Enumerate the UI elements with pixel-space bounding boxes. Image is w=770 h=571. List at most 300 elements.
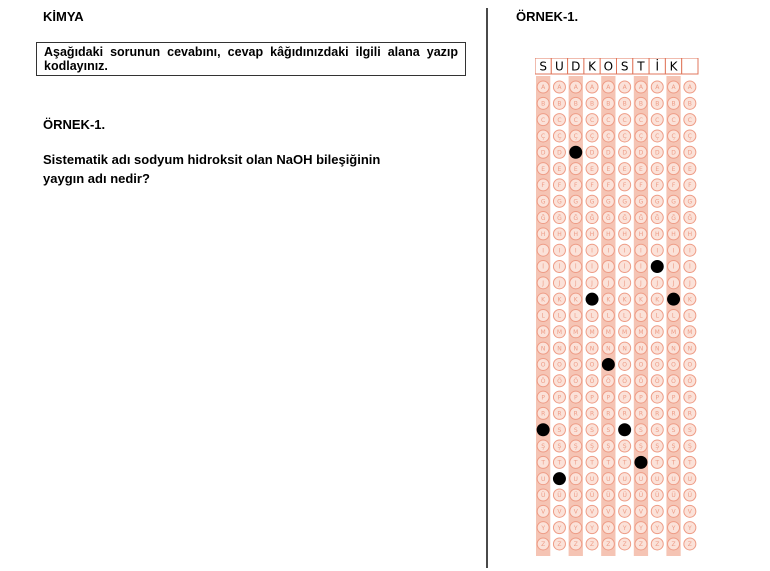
bubble-letter: J — [672, 280, 675, 288]
bubble-letter: İ — [558, 263, 561, 271]
bubble-letter: C — [687, 116, 692, 124]
bubble-filled[interactable] — [635, 456, 647, 468]
written-letter: K — [669, 59, 678, 74]
instruction-box: Aşağıdaki sorunun cevabını, cevap kâğıdınızdaki ilgili alana yazıp kodlayınız. — [36, 42, 466, 76]
bubble-letter: F — [639, 182, 643, 190]
bubble-letter: İ — [672, 263, 675, 271]
bubble-letter: H — [622, 231, 627, 239]
bubble-letter: U — [540, 475, 546, 483]
bubble-letter: O — [638, 361, 644, 369]
bubble-letter: T — [606, 459, 611, 467]
bubble-letter: I — [672, 247, 675, 255]
bubble-letter: J — [591, 280, 593, 288]
bubble-letter: I — [688, 247, 691, 255]
bubble-letter: Ü — [589, 492, 595, 500]
bubble-letter: İ — [607, 263, 610, 271]
bubble-letter: H — [589, 231, 595, 239]
bubble-letter: G — [671, 198, 676, 206]
bubble-letter: H — [606, 231, 611, 239]
bubble-letter: R — [671, 410, 676, 418]
bubble-letter: H — [687, 231, 693, 239]
subject-title: KİMYA — [43, 9, 84, 24]
bubble-letter: K — [606, 296, 611, 304]
bubble-letter: R — [589, 410, 595, 418]
bubble-letter: R — [541, 410, 546, 418]
bubble-letter: U — [622, 475, 627, 483]
bubble-letter: Ö — [605, 377, 611, 385]
bubble-letter: G — [589, 198, 595, 206]
bubble-letter: S — [573, 426, 578, 434]
bubble-letter: V — [573, 508, 578, 516]
bubble-letter: Ü — [557, 492, 562, 500]
bubble-letter: V — [589, 508, 595, 516]
bubble-letter: Z — [573, 541, 578, 549]
bubble-letter: Ü — [638, 492, 644, 500]
question-text — [43, 150, 453, 188]
bubble-letter: F — [606, 182, 611, 190]
bubble-letter: D — [687, 149, 693, 157]
bubble-letter: C — [573, 116, 578, 124]
bubble-letter: V — [622, 508, 627, 516]
bubble-letter: A — [557, 84, 562, 92]
bubble-letter: A — [589, 84, 595, 92]
bubble-letter: B — [606, 100, 611, 108]
bubble-letter: Z — [638, 541, 644, 549]
bubble-letter: Ğ — [638, 214, 644, 222]
bubble-letter: J — [542, 280, 545, 288]
bubble-letter: N — [573, 345, 578, 353]
bubble-letter: Ğ — [606, 214, 611, 222]
bubble-letter: G — [540, 198, 546, 206]
bubble-letter: I — [640, 247, 642, 255]
bubble-letter: N — [655, 345, 660, 353]
bubble-letter: B — [589, 100, 595, 108]
bubble-letter: G — [606, 198, 611, 206]
written-letter: T — [637, 59, 645, 74]
bubble-letter: Ç — [573, 133, 578, 141]
bubble-letter: Ç — [557, 133, 562, 141]
bubble-letter: E — [606, 165, 611, 173]
bubble-letter: D — [557, 149, 562, 157]
example-label-left: ÖRNEK-1. — [43, 117, 106, 132]
bubble-letter: O — [622, 361, 628, 369]
bubble-letter: C — [589, 116, 595, 124]
bubble-letter: F — [574, 182, 578, 190]
bubble-letter: Ö — [671, 377, 676, 385]
bubble-letter: B — [655, 100, 660, 108]
bubble-letter: S — [639, 426, 643, 434]
bubble-letter: P — [622, 394, 627, 402]
bubble-letter: O — [654, 361, 660, 369]
bubble-letter: D — [671, 149, 676, 157]
bubble-letter: T — [541, 459, 545, 467]
bubble-letter: E — [622, 165, 627, 173]
bubble-letter: S — [655, 426, 660, 434]
bubble-letter: Z — [589, 541, 595, 549]
bubble-letter: E — [557, 165, 562, 173]
bubble-filled[interactable] — [651, 261, 663, 273]
bubble-letter: C — [671, 116, 676, 124]
bubble-letter: K — [557, 296, 562, 304]
bubble-letter: H — [540, 231, 546, 239]
bubble-letter: E — [655, 165, 660, 173]
bubble-letter: B — [687, 100, 692, 108]
bubble-letter: F — [590, 182, 594, 190]
bubble-letter: N — [687, 345, 693, 353]
bubble-letter: R — [622, 410, 627, 418]
bubble-letter: J — [640, 280, 642, 288]
bubble-letter: Ş — [671, 443, 676, 451]
bubble-letter: Ğ — [654, 214, 660, 222]
bubble-letter: A — [573, 84, 578, 92]
bubble-letter: R — [606, 410, 611, 418]
bubble-letter: F — [688, 182, 692, 190]
bubble-letter: V — [606, 508, 611, 516]
bubble-letter: N — [638, 345, 644, 353]
bubble-filled[interactable] — [619, 424, 631, 436]
bubble-letter: L — [671, 312, 676, 320]
bubble-letter: M — [654, 329, 660, 336]
bubble-letter: Ğ — [540, 214, 546, 222]
bubble-letter: Y — [573, 524, 578, 532]
bubble-letter: Y — [688, 524, 692, 532]
bubble-letter: A — [655, 84, 660, 92]
bubble-letter: V — [655, 508, 660, 516]
bubble-letter: K — [573, 296, 578, 304]
bubble-letter: Ç — [622, 133, 627, 141]
bubble-letter: I — [607, 247, 610, 255]
bubble-letter: O — [687, 361, 693, 369]
bubble-letter: G — [573, 198, 579, 206]
bubble-filled[interactable] — [570, 146, 582, 158]
column-divider — [486, 8, 488, 568]
bubble-letter: L — [574, 312, 578, 320]
bubble-letter: O — [540, 361, 546, 369]
bubble-letter: M — [556, 329, 563, 336]
bubble-letter: F — [622, 182, 627, 190]
bubble-filled[interactable] — [586, 293, 598, 305]
bubble-letter: J — [558, 280, 561, 288]
bubble-letter: L — [622, 312, 627, 320]
bubble-letter: Ö — [557, 377, 562, 385]
bubble-letter: V — [541, 508, 546, 516]
bubble-letter: J — [656, 280, 659, 288]
bubble-letter: Ş — [639, 443, 643, 451]
bubble-letter: C — [606, 116, 611, 124]
bubble-letter: O — [573, 361, 579, 369]
written-letter: S — [620, 59, 629, 74]
bubble-letter: Ü — [606, 492, 611, 500]
written-letter: U — [555, 59, 564, 74]
bubble-letter: O — [589, 361, 595, 369]
bubble-letter: J — [607, 280, 610, 288]
bubble-letter: Ö — [589, 377, 595, 385]
bubble-letter: C — [622, 116, 627, 124]
bubble-letter: Ğ — [687, 214, 693, 222]
bubble-letter: N — [589, 345, 595, 353]
bubble-letter: Ç — [541, 133, 546, 141]
bubble-letter: Ş — [655, 443, 660, 451]
bubble-letter: H — [557, 231, 562, 239]
bubble-letter: Y — [606, 524, 611, 532]
bubble-letter: Z — [606, 541, 611, 549]
bubble-letter: P — [573, 394, 578, 402]
bubble-letter: İ — [688, 263, 691, 271]
bubble-letter: F — [541, 182, 545, 190]
bubble-letter: I — [542, 247, 545, 255]
bubble-letter: R — [573, 410, 578, 418]
bubble-letter: F — [557, 182, 562, 190]
bubble-filled[interactable] — [602, 358, 614, 370]
bubble-letter: Ş — [541, 443, 546, 451]
bubble-letter: M — [605, 329, 611, 336]
bubble-letter: U — [606, 475, 611, 483]
bubble-letter: U — [589, 475, 595, 483]
bubble-letter: K — [655, 296, 660, 304]
bubble-letter: Ç — [655, 133, 660, 141]
bubble-letter: A — [541, 84, 546, 92]
bubble-letter: Z — [541, 541, 546, 549]
question-line-2: yaygın adı nedir? — [43, 171, 150, 186]
bubble-letter: F — [655, 182, 659, 190]
bubble-letter: C — [655, 116, 660, 124]
bubble-letter: J — [688, 280, 691, 288]
bubble-filled[interactable] — [668, 293, 680, 305]
bubble-letter: I — [623, 247, 626, 255]
bubble-letter: K — [687, 296, 692, 304]
bubble-letter: Ç — [671, 133, 676, 141]
bubble-letter: H — [654, 231, 660, 239]
bubble-letter: Ö — [573, 377, 579, 385]
bubble-letter: D — [589, 149, 595, 157]
bubble-letter: Y — [622, 524, 627, 532]
bubble-letter: İ — [640, 263, 642, 271]
question-line-1: Sistematik adı sodyum hidroksit olan NaOH bileşiğinin — [43, 152, 381, 167]
bubble-letter: G — [638, 198, 644, 206]
bubble-letter: H — [638, 231, 644, 239]
bubble-letter: Ç — [638, 133, 644, 141]
bubble-letter: O — [671, 361, 676, 369]
bubble-letter: A — [622, 84, 627, 92]
bubble-letter: Ş — [687, 443, 692, 451]
bubble-letter: C — [541, 116, 546, 124]
bubble-letter: K — [638, 296, 643, 304]
bubble-letter: D — [622, 149, 627, 157]
bubble-letter: F — [671, 182, 676, 190]
bubble-letter: J — [574, 280, 577, 288]
bubble-letter: A — [671, 84, 676, 92]
bubble-letter: S — [671, 426, 676, 434]
bubble-letter: N — [606, 345, 611, 353]
bubble-letter: Ü — [655, 492, 660, 500]
bubble-letter: Z — [671, 541, 676, 549]
bubble-letter: H — [671, 231, 676, 239]
bubble-letter: İ — [623, 263, 626, 271]
bubble-letter: Z — [687, 541, 692, 549]
bubble-letter: R — [638, 410, 644, 418]
bubble-letter: Ü — [573, 492, 578, 500]
bubble-letter: Y — [655, 524, 660, 532]
bubble-letter: M — [540, 329, 546, 336]
bubble-letter: P — [655, 394, 660, 402]
bubble-letter: V — [557, 508, 562, 516]
bubble-letter: B — [573, 100, 578, 108]
bubble-letter: G — [687, 198, 693, 206]
bubble-letter: G — [557, 198, 562, 206]
bubble-letter: L — [541, 312, 545, 320]
written-letter: O — [603, 59, 614, 74]
bubble-letter: Ö — [622, 377, 628, 385]
bubble-letter: E — [639, 165, 643, 173]
bubble-letter: M — [638, 329, 644, 336]
bubble-letter: P — [557, 394, 562, 402]
bubble-letter: E — [541, 165, 546, 173]
bubble-letter: Z — [655, 541, 660, 549]
bubble-letter: P — [688, 394, 692, 402]
bubble-letter: Ğ — [557, 214, 562, 222]
bubble-letter: U — [687, 475, 693, 483]
bubble-letter: B — [622, 100, 627, 108]
bubble-letter: Ç — [606, 133, 611, 141]
bubble-letter: E — [687, 165, 692, 173]
bubble-letter: K — [541, 296, 546, 304]
bubble-letter: B — [541, 100, 546, 108]
bubble-letter: Ö — [687, 377, 693, 385]
bubble-letter: T — [655, 459, 660, 467]
bubble-letter: Ö — [654, 377, 660, 385]
bubble-filled[interactable] — [537, 424, 549, 436]
written-letter: S — [539, 59, 547, 74]
bubble-letter: N — [540, 345, 546, 353]
bubble-letter: Ö — [638, 377, 644, 385]
bubble-letter: V — [687, 508, 692, 516]
bubble-letter: Ü — [671, 492, 676, 500]
bubble-letter: T — [622, 459, 627, 467]
bubble-letter: P — [590, 394, 594, 402]
bubble-letter: Ş — [622, 443, 627, 451]
bubble-letter: Ü — [622, 492, 627, 500]
bubble-letter: M — [687, 329, 693, 336]
bubble-letter: P — [606, 394, 611, 402]
bubble-letter: R — [655, 410, 660, 418]
bubble-letter: L — [557, 312, 562, 320]
bubble-letter: A — [687, 84, 692, 92]
bubble-letter: Y — [671, 524, 676, 532]
bubble-letter: H — [573, 231, 579, 239]
bubble-letter: M — [622, 329, 628, 336]
bubble-letter: İ — [591, 263, 593, 271]
bubble-letter: R — [687, 410, 692, 418]
bubble-letter: Ş — [573, 443, 578, 451]
bubble-letter: E — [671, 165, 676, 173]
bubble-letter: Ö — [540, 377, 546, 385]
bubble-letter: I — [574, 247, 577, 255]
bubble-letter: Y — [639, 524, 643, 532]
bubble-letter: G — [622, 198, 627, 206]
bubble-letter: J — [623, 280, 626, 288]
bubble-letter: M — [589, 329, 595, 336]
bubble-letter: E — [590, 165, 594, 173]
bubble-letter: Z — [622, 541, 627, 549]
example-label-right: ÖRNEK-1. — [516, 9, 579, 24]
bubble-letter: K — [622, 296, 627, 304]
bubble-letter: T — [590, 459, 594, 467]
bubble-letter: Y — [541, 524, 545, 532]
bubble-letter: I — [656, 247, 659, 255]
bubble-letter: R — [557, 410, 562, 418]
bubble-letter: M — [670, 329, 677, 336]
written-letter: D — [571, 59, 581, 74]
bubble-letter: B — [638, 100, 644, 108]
bubble-letter: L — [639, 312, 643, 320]
bubble-letter: B — [557, 100, 562, 108]
bubble-letter: Ş — [557, 443, 562, 451]
bubble-filled[interactable] — [553, 473, 565, 485]
written-letter: K — [588, 59, 596, 74]
bubble-letter: U — [655, 475, 660, 483]
bubble-letter: L — [688, 312, 692, 320]
bubble-letter: T — [671, 459, 676, 467]
bubble-letter: D — [606, 149, 611, 157]
bubble-letter: D — [654, 149, 660, 157]
bubble-letter: A — [606, 84, 611, 92]
bubble-letter: O — [557, 361, 562, 369]
bubble-letter: Ç — [687, 133, 692, 141]
bubble-letter: U — [638, 475, 644, 483]
bubble-letter: Y — [557, 524, 562, 532]
bubble-letter: Ğ — [622, 214, 627, 222]
bubble-letter: U — [671, 475, 676, 483]
bubble-letter: U — [573, 475, 578, 483]
bubble-letter: V — [671, 508, 676, 516]
bubble-letter: Z — [557, 541, 562, 549]
bubble-letter: Ş — [590, 443, 594, 451]
letter-box — [682, 58, 698, 74]
bubble-letter: Ğ — [671, 214, 676, 222]
bubble-letter: D — [638, 149, 644, 157]
bubble-letter: Ç — [589, 133, 595, 141]
bubble-letter: S — [590, 426, 594, 434]
bubble-letter: P — [541, 394, 545, 402]
bubble-letter: N — [671, 345, 676, 353]
bubble-letter: S — [557, 426, 562, 434]
optical-answer-grid — [535, 58, 700, 558]
bubble-letter: L — [590, 312, 594, 320]
bubble-letter: T — [688, 459, 692, 467]
bubble-letter: P — [671, 394, 676, 402]
bubble-letter: I — [591, 247, 593, 255]
bubble-letter: T — [557, 459, 562, 467]
bubble-letter: N — [557, 345, 562, 353]
bubble-letter: L — [606, 312, 611, 320]
bubble-letter: S — [606, 426, 611, 434]
bubble-letter: Ğ — [589, 214, 595, 222]
written-letter: İ — [655, 59, 660, 74]
bubble-letter: İ — [542, 263, 545, 271]
bubble-letter: E — [573, 165, 578, 173]
bubble-letter: M — [573, 329, 579, 336]
bubble-letter: S — [687, 426, 692, 434]
bubble-letter: C — [638, 116, 644, 124]
bubble-letter: İ — [574, 263, 577, 271]
bubble-letter: G — [654, 198, 660, 206]
bubble-letter: Ü — [540, 492, 546, 500]
bubble-letter: Y — [590, 524, 594, 532]
bubble-letter: T — [573, 459, 578, 467]
bubble-letter: D — [540, 149, 546, 157]
bubble-letter: Ü — [687, 492, 693, 500]
bubble-letter: P — [639, 394, 643, 402]
